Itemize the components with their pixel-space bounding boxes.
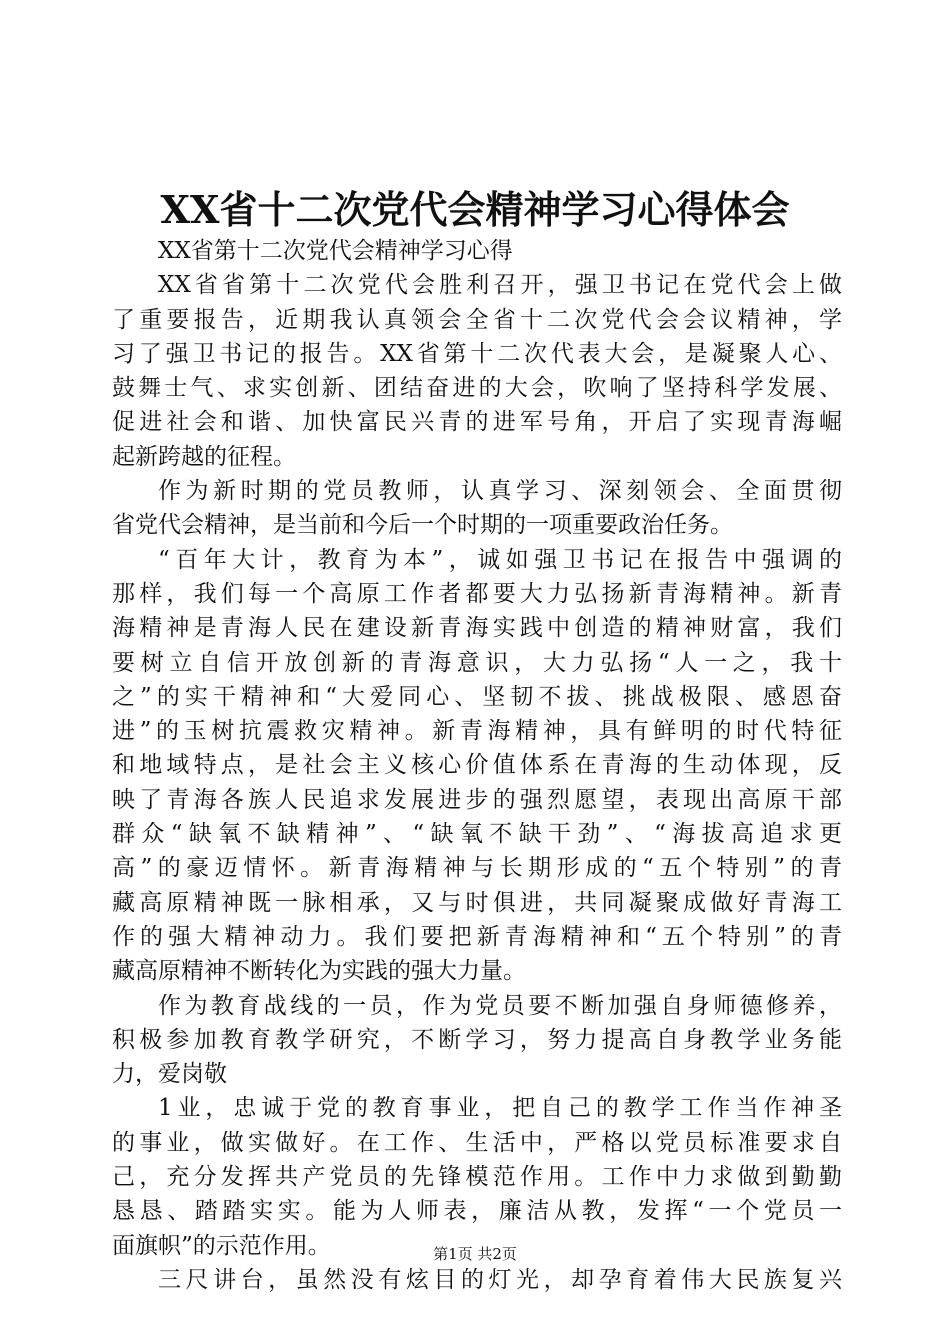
paragraph-line: 群众“缺氧不缺精神”、“缺氧不缺干劲”、“海拔高追求更 (112, 821, 842, 848)
paragraph-line: 力，爱岗敬 (112, 1061, 227, 1088)
paragraph-line: “百年大计，教育为本”，诚如强卫书记在报告中强调的 (158, 546, 842, 573)
paragraph-line: 要树立自信开放创新的青海意识，大力弘扬“人一之，我十 (112, 649, 842, 676)
paragraph-line: 之”的实干精神和“大爱同心、坚韧不拔、挑战极限、感恩奋 (112, 683, 842, 710)
paragraph-line: 面旗帜”的示范作用。 (112, 1232, 331, 1259)
document-title: XX省十二次党代会精神学习心得体会 (160, 187, 790, 232)
paragraph-line: 己，充分发挥共产党员的先锋模范作用。工作中力求做到勤勤 (112, 1164, 842, 1191)
paragraph-line: 和地域特点，是社会主义核心价值体系在青海的生动体现，反 (112, 752, 842, 779)
paragraph-line: 那样，我们每一个高原工作者都要大力弘扬新青海精神。新青 (112, 580, 842, 607)
paragraph-line: 海精神是青海人民在建设新青海实践中创造的精神财富，我们 (112, 615, 842, 642)
paragraph-line: 恳恳、踏踏实实。能为人师表，廉洁从教，发挥“一个党员一 (112, 1198, 842, 1225)
paragraph-line: 习了强卫书记的报告。XX省第十二次代表大会，是凝聚人心、 (112, 340, 842, 367)
paragraph-line: 高”的豪迈情怀。新青海精神与长期形成的“五个特别”的青 (112, 855, 842, 882)
subtitle-line: XX省第十二次党代会精神学习心得 (158, 238, 513, 264)
paragraph-line: 映了青海各族人民追求发展进步的强烈愿望，表现出高原干部 (112, 786, 842, 813)
page-number-footer: 第1页 共2页 (433, 1245, 517, 1263)
paragraph-line: 鼓舞士气、求实创新、团结奋进的大会，吹响了坚持科学发展、 (112, 375, 842, 402)
paragraph-line: 积极参加教育教学研究，不断学习，努力提高自身教学业务能 (112, 1026, 842, 1053)
paragraph-line: 作为新时期的党员教师，认真学习、深刻领会、全面贯彻 (158, 478, 842, 505)
paragraph-line: XX省省第十二次党代会胜利召开，强卫书记在党代会上做 (158, 272, 842, 299)
paragraph-line: 作为教育战线的一员，作为党员要不断加强自身师德修养， (158, 992, 842, 1019)
paragraph-line: 进”的玉树抗震救灾精神。新青海精神，具有鲜明的时代特征 (112, 718, 842, 745)
paragraph-line: 促进社会和谐、加快富民兴青的进军号角，开启了实现青海崛 (112, 409, 842, 436)
paragraph-line: 了重要报告，近期我认真领会全省十二次党代会会议精神，学 (112, 306, 842, 333)
paragraph-line: 起新跨越的征程。 (112, 443, 296, 470)
document-body (112, 234, 842, 1297)
paragraph-line: 藏高原精神既一脉相承，又与时俱进，共同凝聚成做好青海工 (112, 889, 842, 916)
paragraph-line: 的事业，做实做好。在工作、生活中，严格以党员标准要求自 (112, 1129, 842, 1156)
paragraph-line: 省党代会精神，是当前和今后一个时期的一项重要政治任务。 (112, 512, 733, 539)
paragraph-line: 三尺讲台，虽然没有炫目的灯光，却孕育着伟大民族复兴 (158, 1266, 842, 1293)
paragraph-line: 藏高原精神不断转化为实践的强大力量。 (112, 958, 526, 985)
paragraph-line: 1业，忠诚于党的教育事业，把自己的教学工作当作神圣 (158, 1095, 842, 1122)
paragraph-line: 作的强大精神动力。我们要把新青海精神和“五个特别”的青 (112, 923, 842, 950)
